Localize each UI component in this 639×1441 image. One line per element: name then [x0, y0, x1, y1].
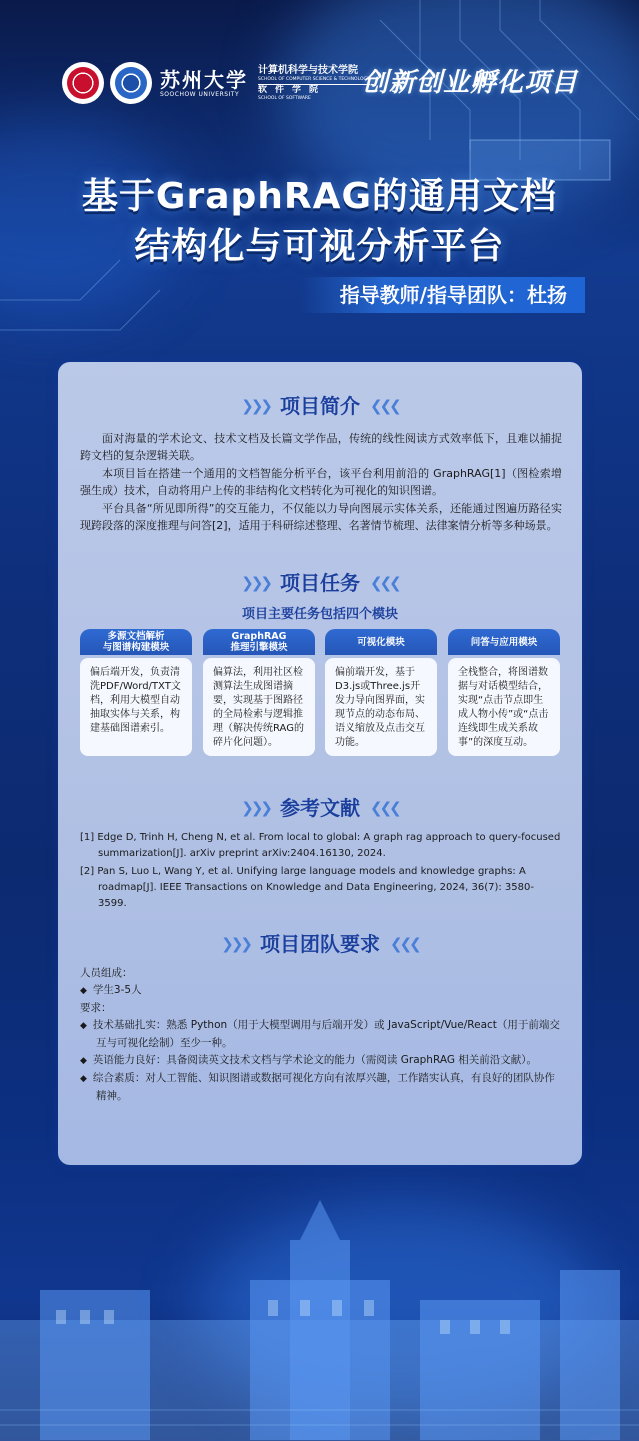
diamond-bullet-icon: ◆: [80, 986, 87, 996]
task-module-card: [203, 629, 315, 756]
intro-paragraph: 平台具备“所见即所得”的交互能力，不仅能以力导向图展示实体关系，还能通过图遍历路径实现跨段落的深度推理与问答[2]，适用于科研综述整理、名著情节梳理、法律案情分析等多种场景。: [80, 502, 562, 532]
university-emblem-logo: [110, 62, 152, 104]
section-heading-text: 参考文献: [280, 796, 360, 820]
school-name-cn-2: 软件学院: [258, 84, 370, 96]
school-name-en-2: SCHOOL OF SOFTWARE: [258, 95, 311, 101]
campus-skyline-decoration: [0, 1180, 639, 1441]
requirements-list: [80, 965, 562, 1105]
chevrons-icon: ❯❯❯: [221, 935, 250, 953]
task-module-desc: 全栈整合，将图谱数据与对话模型结合，实现“点击节点即生成人物小传”或“点击连线即生成关系故事”的深度互动。: [448, 658, 560, 756]
chevrons-icon: ❮❮❮: [370, 397, 399, 415]
task-module-title: 多源文档解析 与图谱构建模块: [80, 629, 192, 655]
section-heading-text: 项目简介: [280, 394, 360, 418]
references-list: [80, 830, 562, 914]
requirements-label: 要求：: [80, 1002, 112, 1014]
slogan: 创新创业孵化项目: [362, 68, 579, 98]
requirement-bullet: ◆ 技术基础扎实：熟悉 Python（用于大模型调用与后端开发）或 JavaScript/Vue/React（用于前端交互与可视化绘制）至少一种。: [80, 1019, 560, 1049]
header-logos: [62, 60, 370, 106]
tasks-subtitle: 项目主要任务包括四个模块: [241, 607, 398, 622]
school-name-cn-1: 计算机科学与技术学院: [258, 64, 358, 76]
task-module-card: [325, 629, 437, 756]
chevrons-icon: ❯❯❯: [241, 397, 270, 415]
school-name: [258, 65, 370, 102]
title-line-2: 结构化与可视分析平台: [134, 226, 505, 267]
requirement-bullet: ◆ 学生3-5人: [80, 984, 142, 996]
school-emblem-logo: [62, 62, 104, 104]
task-module-desc: 偏算法，利用社区检测算法生成图谱摘要，实现基于图路径的全局检索与逻辑推理（解决传统RAG的碎片化问题）。: [203, 658, 315, 756]
section-heading-tasks: [58, 567, 582, 596]
task-module-card: [448, 629, 560, 756]
chevrons-icon: ❯❯❯: [241, 799, 270, 817]
reference-item: [1] Edge D, Trinh H, Cheng N, et al. From local to global: A graph rag approach to query-focused summarization[J]. arXiv preprint arXiv:2404.16130, 2024.: [80, 832, 561, 859]
mentor-banner: 指导教师/指导团队：杜扬: [300, 277, 585, 313]
diamond-bullet-icon: ◆: [80, 1074, 87, 1084]
requirement-bullet: ◆ 英语能力良好：具备阅读英文技术文档与学术论文的能力（需阅读 GraphRAG 相关前沿文献）。: [80, 1054, 538, 1066]
task-module-card: [80, 629, 192, 756]
task-module-desc: 偏前端开发，基于D3.js或Three.js开发力导向图界面，实现节点的动态布局、语义缩放及点击交互功能。: [325, 658, 437, 756]
section-heading-references: [58, 792, 582, 821]
title-line-1: 基于GraphRAG的通用文档: [81, 176, 558, 217]
chevrons-icon: ❮❮❮: [370, 799, 399, 817]
task-module-title: GraphRAG 推理引擎模块: [203, 629, 315, 655]
section-heading-intro: [58, 390, 582, 419]
university-name-en: SOOCHOW UNIVERSITY: [160, 90, 240, 98]
chevrons-icon: ❯❯❯: [241, 574, 270, 592]
diamond-bullet-icon: ◆: [80, 1021, 87, 1031]
intro-paragraph: 本项目旨在搭建一个通用的文档智能分析平台，该平台利用前沿的 GraphRAG[1]（图检索增强生成）技术，自动将用户上传的非结构化文档转化为可视化的知识图谱。: [80, 467, 562, 497]
task-module-desc: 偏后端开发，负责清洗PDF/Word/TXT文档，利用大模型自动抽取实体与关系，构建基础图谱索引。: [80, 658, 192, 756]
task-module-title: 可视化模块: [325, 629, 437, 655]
content-card: [58, 362, 582, 1165]
requirement-bullet: ◆ 综合素质：对人工智能、知识图谱或数据可视化方向有浓厚兴趣，工作踏实认真，有良好的团队协作精神。: [80, 1072, 555, 1102]
chevrons-icon: ❮❮❮: [390, 935, 419, 953]
section-heading-text: 项目团队要求: [260, 932, 380, 956]
section-heading-requirements: [58, 928, 582, 957]
university-name: [160, 69, 248, 98]
task-module-title: 问答与应用模块: [448, 629, 560, 655]
intro-paragraph: 面对海量的学术论文、技术文档及长篇文学作品，传统的线性阅读方式效率低下，且难以捕捉跨文档的复杂逻辑关联。: [80, 432, 562, 462]
university-name-cn: 苏州大学: [160, 67, 248, 92]
reference-item: [2] Pan S, Luo L, Wang Y, et al. Unifying large language models and knowledge graphs: A roadmap[J]. IEEE Transactions on Knowledge and Data Engineering, 2024, 36(7): 3580-3599.: [80, 866, 534, 909]
section-heading-text: 项目任务: [280, 571, 360, 595]
members-label: 人员组成：: [80, 967, 133, 979]
school-name-en-1: SCHOOL OF COMPUTER SCIENCE & TECHNOLOGY: [258, 76, 370, 82]
diamond-bullet-icon: ◆: [80, 1056, 87, 1066]
chevrons-icon: ❮❮❮: [370, 574, 399, 592]
